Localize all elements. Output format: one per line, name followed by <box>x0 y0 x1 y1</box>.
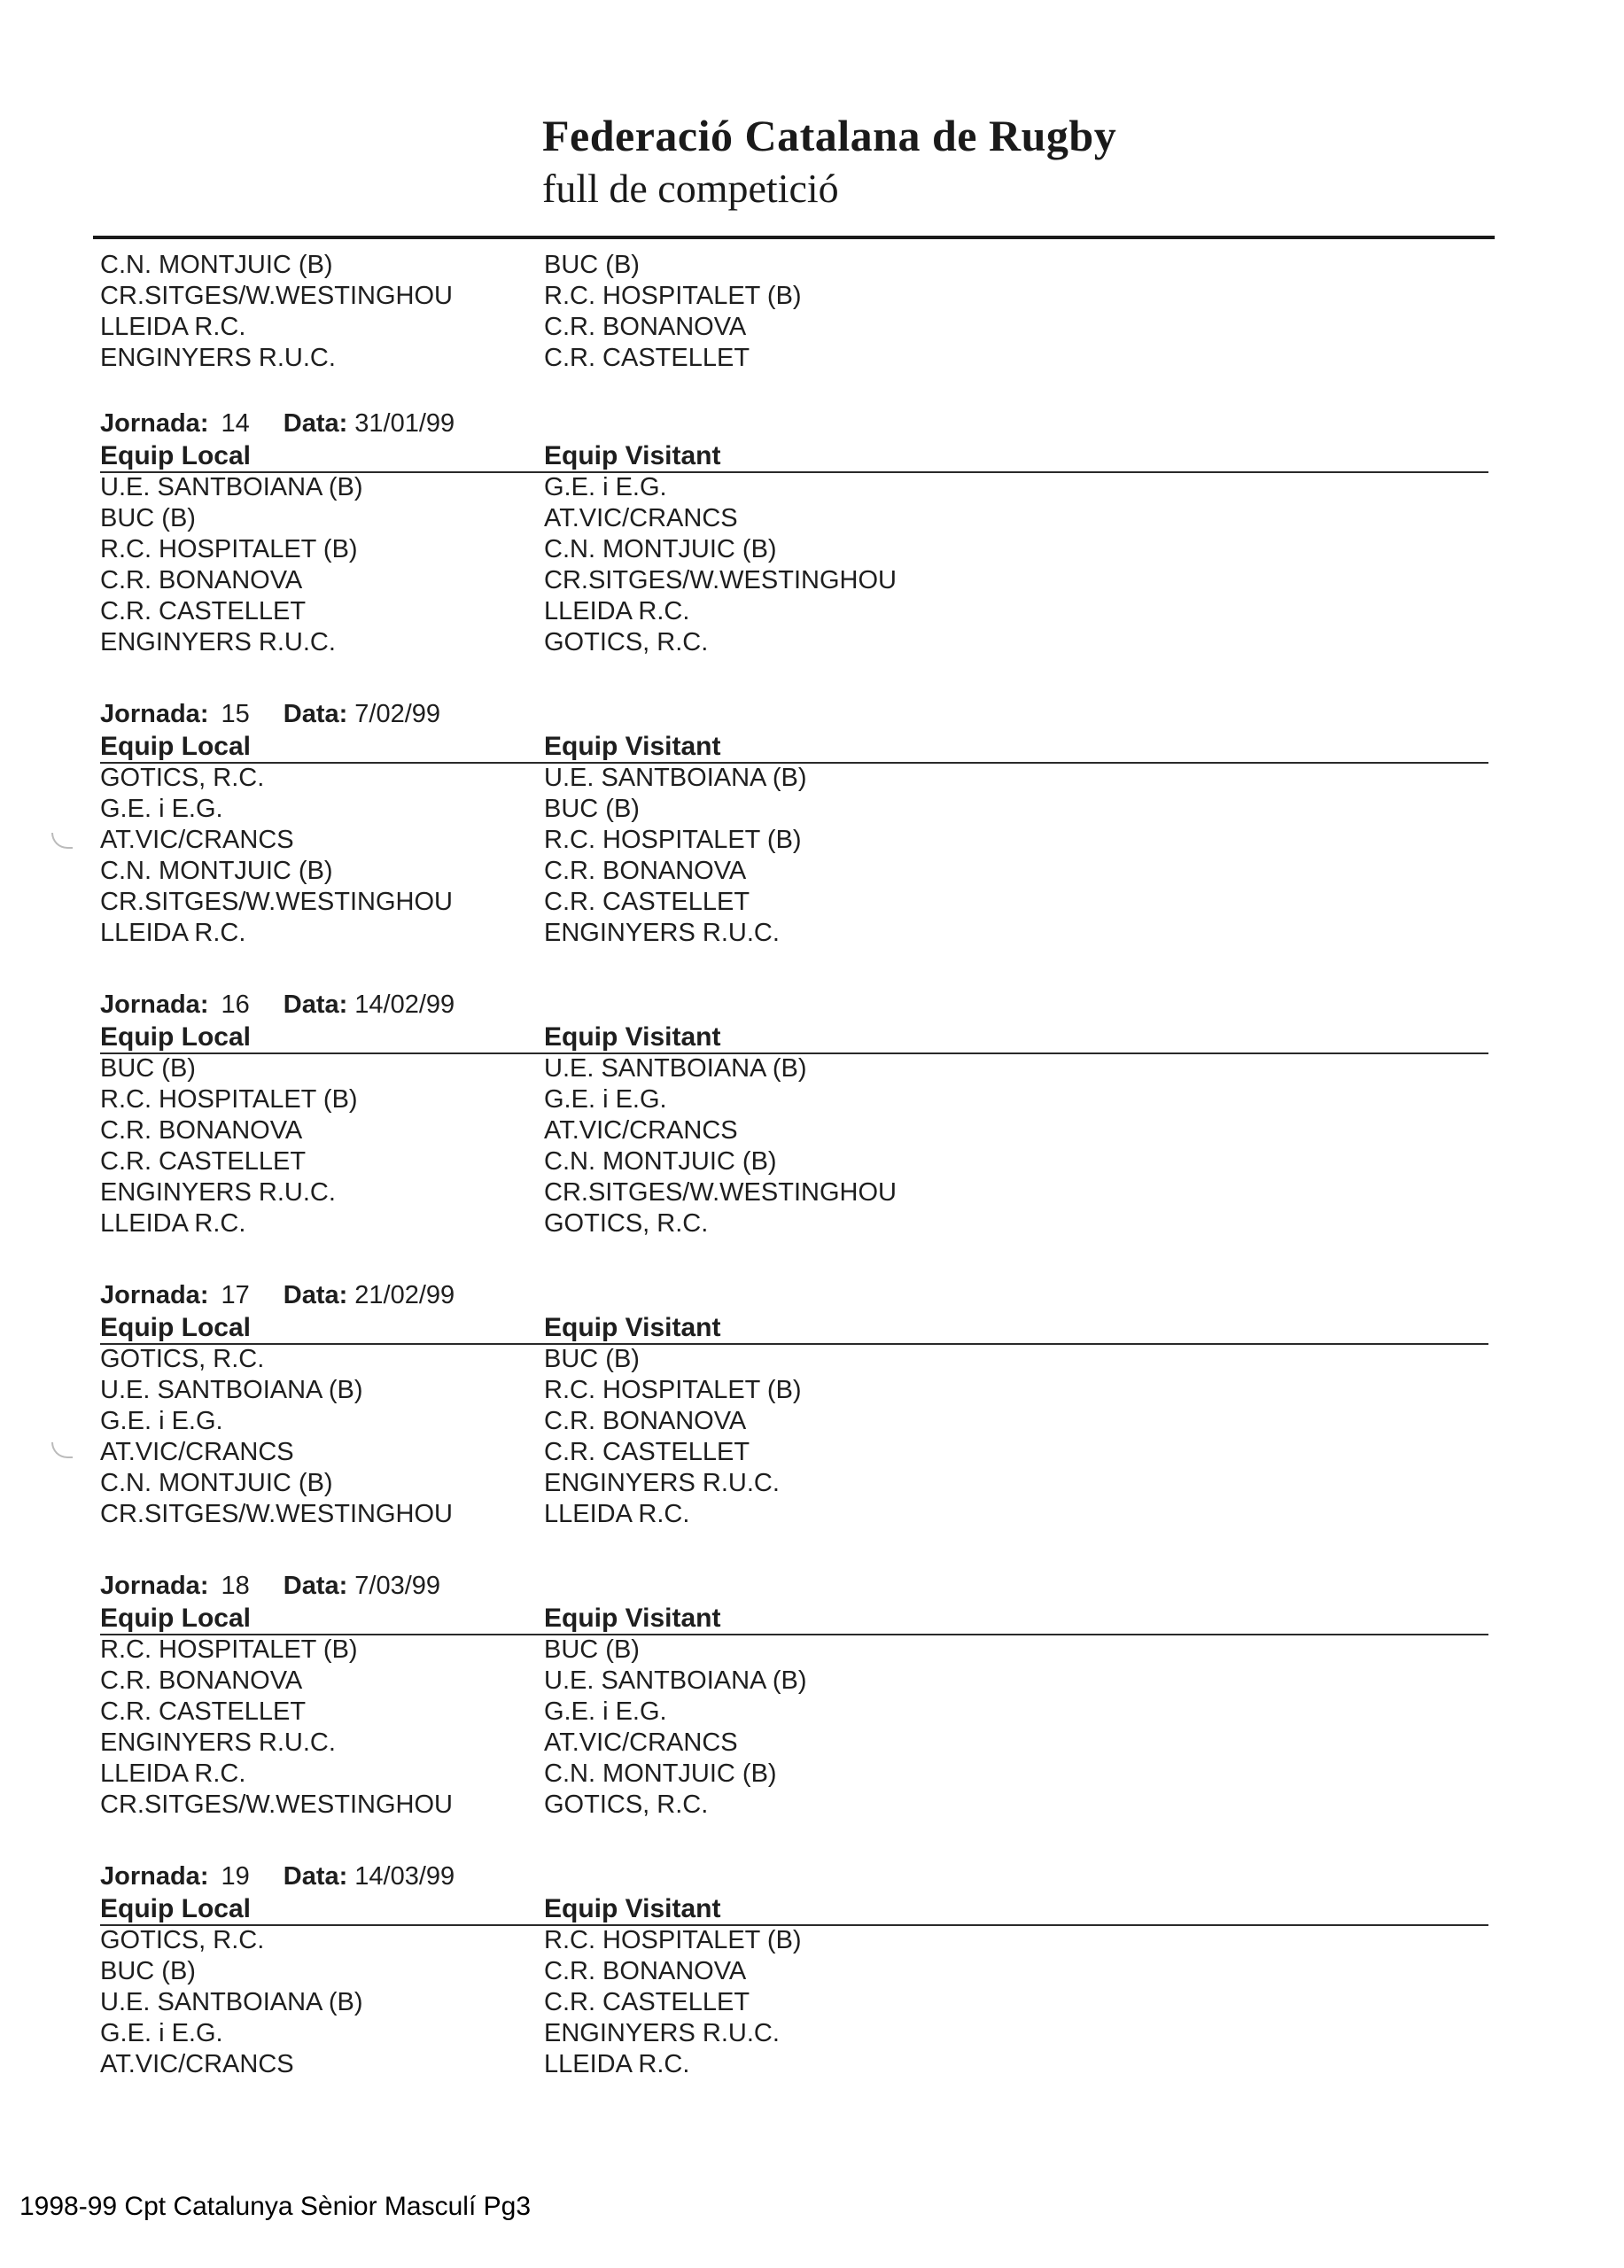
document-header <box>542 113 1116 209</box>
date-label: Data: <box>283 1862 348 1891</box>
away-team-cell: C.R. BONANOVA <box>544 313 747 341</box>
away-team-cell: ENGINYERS R.U.C. <box>544 1469 780 1497</box>
home-team-cell: ENGINYERS R.U.C. <box>100 344 336 372</box>
away-team-cell: C.R. CASTELLET <box>544 1438 750 1466</box>
away-team-cell: BUC (B) <box>544 795 640 823</box>
date-label: Data: <box>283 409 348 438</box>
away-column-header: Equip Visitant <box>544 1604 721 1633</box>
away-team-cell: GOTICS, R.C. <box>544 1790 709 1819</box>
away-team-cell: C.N. MONTJUIC (B) <box>544 535 777 563</box>
away-team-cell: GOTICS, R.C. <box>544 1209 709 1238</box>
round-heading <box>100 1573 440 1599</box>
away-team-cell: U.E. SANTBOIANA (B) <box>544 764 807 792</box>
round-number: 15 <box>221 700 250 728</box>
home-team-cell: GOTICS, R.C. <box>100 764 265 792</box>
away-team-cell: AT.VIC/CRANCS <box>544 1116 738 1145</box>
away-team-cell: G.E. i E.G. <box>544 1697 667 1726</box>
home-team-cell: ENGINYERS R.U.C. <box>100 1728 336 1757</box>
round-number: 19 <box>221 1862 250 1891</box>
home-team-cell: LLEIDA R.C. <box>100 313 246 341</box>
date-label: Data: <box>283 1281 348 1309</box>
home-team-cell: G.E. i E.G. <box>100 2019 223 2047</box>
home-team-cell: R.C. HOSPITALET (B) <box>100 1635 358 1664</box>
away-team-cell: CR.SITGES/W.WESTINGHOU <box>544 566 897 594</box>
round-heading <box>100 702 440 727</box>
round-label: Jornada: <box>100 990 209 1019</box>
home-team-cell: R.C. HOSPITALET (B) <box>100 1085 358 1114</box>
document-subtitle: full de competició <box>542 166 839 211</box>
away-team-cell: LLEIDA R.C. <box>544 2050 690 2078</box>
round-label: Jornada: <box>100 1572 209 1600</box>
home-team-cell: C.N. MONTJUIC (B) <box>100 251 333 279</box>
away-team-cell: ENGINYERS R.U.C. <box>544 919 780 947</box>
away-team-cell: G.E. i E.G. <box>544 473 667 501</box>
home-team-cell: C.N. MONTJUIC (B) <box>100 857 333 885</box>
round-number: 18 <box>221 1572 250 1600</box>
away-team-cell: AT.VIC/CRANCS <box>544 1728 738 1757</box>
home-team-cell: GOTICS, R.C. <box>100 1926 265 1954</box>
scan-mark <box>51 1442 73 1458</box>
away-team-cell: R.C. HOSPITALET (B) <box>544 826 802 854</box>
home-team-cell: C.R. BONANOVA <box>100 566 303 594</box>
away-team-cell: C.R. CASTELLET <box>544 1988 750 2016</box>
home-team-cell: CR.SITGES/W.WESTINGHOU <box>100 1790 453 1819</box>
home-column-header: Equip Local <box>100 1313 252 1342</box>
away-team-cell: C.R. CASTELLET <box>544 888 750 916</box>
away-team-cell: R.C. HOSPITALET (B) <box>544 1376 802 1404</box>
home-team-cell: C.R. CASTELLET <box>100 1697 307 1726</box>
home-column-header: Equip Local <box>100 732 252 761</box>
away-column-header: Equip Visitant <box>544 441 721 470</box>
away-team-cell: C.N. MONTJUIC (B) <box>544 1147 777 1176</box>
round-number: 17 <box>221 1281 250 1309</box>
round-number: 14 <box>221 409 250 438</box>
home-team-cell: U.E. SANTBOIANA (B) <box>100 1376 363 1404</box>
home-column-header: Equip Local <box>100 1604 252 1633</box>
away-team-cell: LLEIDA R.C. <box>544 1500 690 1528</box>
home-team-cell: C.R. CASTELLET <box>100 597 307 625</box>
round-date: 14/02/99 <box>354 990 455 1019</box>
footer-caption: 1998-99 Cpt Catalunya Sènior Masculí Pg3 <box>19 2192 532 2221</box>
home-team-cell: BUC (B) <box>100 504 196 532</box>
home-team-cell: AT.VIC/CRANCS <box>100 1438 294 1466</box>
away-team-cell: AT.VIC/CRANCS <box>544 504 738 532</box>
round-label: Jornada: <box>100 1862 209 1891</box>
round-date: 14/03/99 <box>354 1862 455 1891</box>
away-team-cell: C.R. BONANOVA <box>544 1957 747 1985</box>
away-team-cell: CR.SITGES/W.WESTINGHOU <box>544 1178 897 1207</box>
home-team-cell: C.R. BONANOVA <box>100 1666 303 1695</box>
away-team-cell: BUC (B) <box>544 1635 640 1664</box>
home-team-cell: BUC (B) <box>100 1957 196 1985</box>
home-team-cell: LLEIDA R.C. <box>100 1209 246 1238</box>
home-team-cell: CR.SITGES/W.WESTINGHOU <box>100 282 453 310</box>
round-date: 7/03/99 <box>354 1572 441 1600</box>
home-team-cell: R.C. HOSPITALET (B) <box>100 535 358 563</box>
home-team-cell: ENGINYERS R.U.C. <box>100 1178 336 1207</box>
away-team-cell: G.E. i E.G. <box>544 1085 667 1114</box>
home-column-header: Equip Local <box>100 1894 252 1923</box>
round-date: 21/02/99 <box>354 1281 455 1309</box>
away-team-cell: R.C. HOSPITALET (B) <box>544 282 802 310</box>
away-column-header: Equip Visitant <box>544 1022 721 1052</box>
home-team-cell: GOTICS, R.C. <box>100 1345 265 1373</box>
home-team-cell: AT.VIC/CRANCS <box>100 2050 294 2078</box>
round-heading <box>100 1283 455 1309</box>
away-column-header: Equip Visitant <box>544 1894 721 1923</box>
scan-mark <box>51 833 73 849</box>
away-team-cell: R.C. HOSPITALET (B) <box>544 1926 802 1954</box>
home-team-cell: LLEIDA R.C. <box>100 1759 246 1788</box>
round-date: 7/02/99 <box>354 700 441 728</box>
home-team-cell: CR.SITGES/W.WESTINGHOU <box>100 1500 453 1528</box>
home-column-header: Equip Local <box>100 441 252 470</box>
round-date: 31/01/99 <box>354 409 455 438</box>
away-team-cell: C.R. BONANOVA <box>544 1407 747 1435</box>
home-column-header: Equip Local <box>100 1022 252 1052</box>
away-team-cell: U.E. SANTBOIANA (B) <box>544 1054 807 1083</box>
away-team-cell: BUC (B) <box>544 1345 640 1373</box>
away-team-cell: GOTICS, R.C. <box>544 628 709 656</box>
away-team-cell: ENGINYERS R.U.C. <box>544 2019 780 2047</box>
home-team-cell: CR.SITGES/W.WESTINGHOU <box>100 888 453 916</box>
organization-title: Federació Catalana de Rugby <box>542 111 1117 160</box>
home-team-cell: ENGINYERS R.U.C. <box>100 628 336 656</box>
away-team-cell: C.N. MONTJUIC (B) <box>544 1759 777 1788</box>
home-team-cell: U.E. SANTBOIANA (B) <box>100 1988 363 2016</box>
home-team-cell: C.N. MONTJUIC (B) <box>100 1469 333 1497</box>
round-label: Jornada: <box>100 700 209 728</box>
home-team-cell: BUC (B) <box>100 1054 196 1083</box>
round-number: 16 <box>221 990 250 1019</box>
away-team-cell: C.R. BONANOVA <box>544 857 747 885</box>
home-team-cell: C.R. CASTELLET <box>100 1147 307 1176</box>
away-column-header: Equip Visitant <box>544 1313 721 1342</box>
date-label: Data: <box>283 990 348 1019</box>
away-team-cell: LLEIDA R.C. <box>544 597 690 625</box>
home-team-cell: G.E. i E.G. <box>100 1407 223 1435</box>
date-label: Data: <box>283 700 348 728</box>
home-team-cell: LLEIDA R.C. <box>100 919 246 947</box>
header-underline <box>100 1343 1488 1345</box>
home-team-cell: C.R. BONANOVA <box>100 1116 303 1145</box>
home-team-cell: AT.VIC/CRANCS <box>100 826 294 854</box>
round-label: Jornada: <box>100 409 209 438</box>
round-heading <box>100 411 455 437</box>
round-heading <box>100 1864 455 1890</box>
round-label: Jornada: <box>100 1281 209 1309</box>
away-team-cell: U.E. SANTBOIANA (B) <box>544 1666 807 1695</box>
header-divider <box>93 236 1495 239</box>
away-team-cell: BUC (B) <box>544 251 640 279</box>
date-label: Data: <box>283 1572 348 1600</box>
round-heading <box>100 992 455 1018</box>
away-team-cell: C.R. CASTELLET <box>544 344 750 372</box>
away-column-header: Equip Visitant <box>544 732 721 761</box>
home-team-cell: U.E. SANTBOIANA (B) <box>100 473 363 501</box>
home-team-cell: G.E. i E.G. <box>100 795 223 823</box>
